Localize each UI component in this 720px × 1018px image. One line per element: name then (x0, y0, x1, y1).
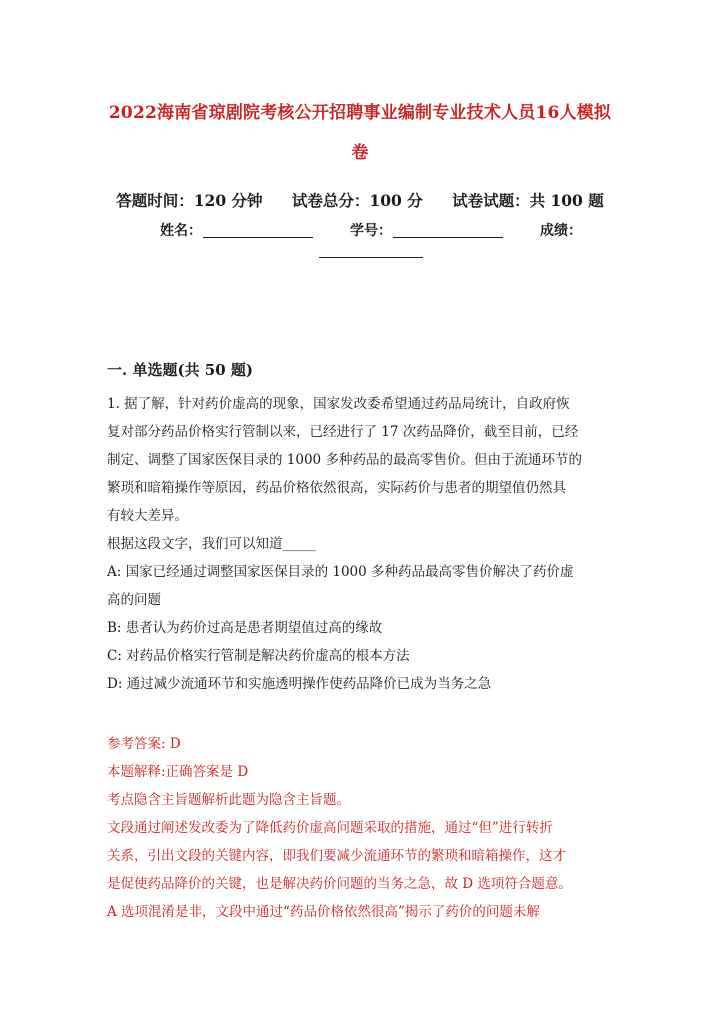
exam-question-count: 试卷试题：共 100 题 (452, 191, 604, 210)
exam-title-line-2: 卷 (351, 143, 369, 163)
question-1 (107, 390, 613, 698)
grade-blank (319, 243, 423, 258)
section-title: 一. 单选题(共 50 题) (107, 361, 253, 379)
answer-analysis-line: 关系，引出文段的关键内容，即我们要减少流通环节的繁琐和暗箱操作，这才 (107, 848, 566, 864)
answer-analysis-line: A 选项混淆是非，文段中通过“药品价格依然很高”揭示了药价的问题未解 (107, 904, 540, 920)
question-prompt: 根据这段文字，我们可以知道_____ (107, 536, 317, 552)
exam-title (95, 93, 625, 173)
option-b: B: 患者认为药价过高是患者期望值过高的缘故 (107, 620, 383, 636)
option-a: A: 国家已经通过调整国家医保目录的 1000 多种药品最高零售价解决了药价虚 (107, 564, 574, 580)
student-id-label: 学号： (350, 223, 392, 239)
question-stem-line: 1. 据了解，针对药价虚高的现象，国家发改委希望通过药品局统计，自政府恢 (107, 396, 570, 412)
option-c: C: 对药品价格实行管制是解决药价虚高的根本方法 (107, 648, 410, 664)
exam-title-line-1: 2022海南省琼剧院考核公开招聘事业编制专业技术人员16人模拟 (108, 103, 612, 123)
answer-point: 考点隐含主旨题解析此题为隐含主旨题。 (107, 792, 350, 808)
question-stem-line: 繁琐和暗箱操作等原因，药品价格依然很高，实际药价与患者的期望值仍然具 (107, 480, 566, 496)
student-id-blank (393, 223, 503, 238)
name-label: 姓名： (160, 223, 202, 239)
question-stem-line: 复对部分药品价格实行管制以来，已经进行了 17 次药品降价，截至目前，已经 (107, 424, 579, 440)
exam-total-score: 试卷总分：100 分 (291, 191, 423, 210)
option-a-cont: 高的问题 (107, 592, 161, 608)
exam-time: 答题时间：120 分钟 (116, 191, 263, 210)
exam-meta (0, 191, 720, 211)
reference-answer: 参考答案: D (107, 736, 181, 752)
answer-analysis-line: 文段通过阐述发改委为了降低药价虚高问题采取的措施，通过“但”进行转折 (107, 820, 553, 836)
answer-analysis-line: 是促使药品降价的关键，也是解决药价问题的当务之急，故 D 选项符合题意。 (107, 876, 572, 892)
grade-label: 成绩： (540, 223, 582, 239)
question-stem-line: 有较大差异。 (107, 508, 188, 524)
option-d: D: 通过减少流通环节和实施透明操作使药品降价已成为当务之急 (107, 676, 492, 692)
answer-explanation: 本题解释:正确答案是 D (107, 764, 249, 780)
answer-block (107, 730, 613, 926)
question-stem-line: 制定、调整了国家医保目录的 1000 多种药品的最高零售价。但由于流通环节的 (107, 452, 582, 468)
name-blank (203, 223, 313, 238)
